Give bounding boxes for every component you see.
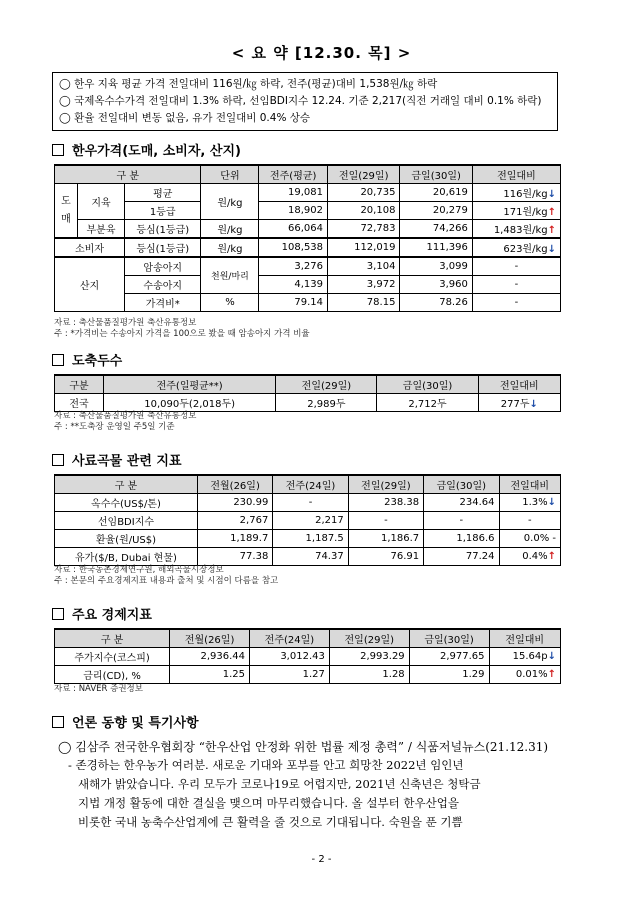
row-label: 등심(1등급) [125, 220, 201, 239]
table-cell: 18,902 [259, 202, 328, 220]
table-cell: 1.29 [409, 666, 489, 684]
row-label: 전국 [55, 394, 104, 412]
down-arrow-icon: ↓ [547, 651, 556, 662]
row-label: 산지 [55, 257, 125, 312]
table-cell: 1.27 [250, 666, 330, 684]
row-label: 주가지수(코스피) [55, 648, 170, 666]
table-row [55, 257, 561, 276]
table-row [55, 494, 561, 512]
table-cell: 20,735 [328, 184, 400, 202]
change-cell: 0.4%↑ [499, 548, 560, 566]
table-row [55, 648, 561, 666]
table-header: 구 분 [55, 165, 201, 184]
table-cell: 2,712두 [377, 394, 478, 412]
down-arrow-icon: ↓ [547, 497, 556, 508]
table-cell: 3,012.43 [250, 648, 330, 666]
down-arrow-icon: ↓ [547, 244, 556, 255]
table-header: 전주(평균) [259, 165, 328, 184]
news-headline: ◯ 김삼주 전국한우협회장 “한우산업 안정화 위한 법률 제정 총력” / 식품저널뉴스(21.12.31) [58, 740, 549, 754]
page-title: < 요 약 [12.30. 목] > [231, 44, 412, 62]
checkbox-square-icon [52, 354, 64, 366]
table-header: 전일(29일) [328, 165, 400, 184]
table-cell: 111,396 [400, 238, 472, 257]
table-cell: 20,108 [328, 202, 400, 220]
econ-indicator-table [54, 628, 561, 684]
table-header: 전월(26일) [170, 629, 250, 648]
table-cell: 1,186.6 [424, 530, 499, 548]
row-label: 부분육 [78, 220, 125, 239]
table-row [55, 184, 561, 202]
summary-box [52, 72, 558, 131]
table-cell: 3,960 [400, 276, 472, 294]
change-cell: 15.64p↓ [489, 648, 561, 666]
table-header: 전일대비 [478, 375, 560, 394]
unit-cell: % [201, 294, 259, 312]
row-label: 수송아지 [125, 276, 201, 294]
source-note: 자료 : 축산물품질평가원 축산유통정보 주 : **도축장 운영일 주5일 기준 [54, 411, 197, 432]
news-body [68, 756, 568, 832]
summary-line: ◯ 한우 지육 평균 가격 전일대비 116원/㎏ 하락, 전주(평균)대비 1,538원/㎏ 하락 [59, 78, 438, 90]
table-row [55, 548, 561, 566]
table-cell: 20,619 [400, 184, 472, 202]
table-cell: 1.28 [329, 666, 409, 684]
row-label: 등심(1등급) [125, 238, 201, 257]
table-header: 전주(일평균**) [103, 375, 275, 394]
table-cell: 19,081 [259, 184, 328, 202]
news-line: - 존경하는 한우농가 여러분. 새로운 기대와 포부를 안고 희망찬 2022년 임인년 [68, 758, 464, 772]
table-row [55, 276, 561, 294]
change-cell: 1,483원/kg↑ [472, 220, 560, 239]
table-cell: 74,266 [400, 220, 472, 239]
change-cell: 171원/kg↑ [472, 202, 560, 220]
table-row [55, 220, 561, 239]
checkbox-square-icon [52, 608, 64, 620]
source-note: 자료 : NAVER 증권정보 [54, 684, 143, 694]
checkbox-square-icon [52, 716, 64, 728]
table-row [55, 530, 561, 548]
table-cell: 3,099 [400, 257, 472, 276]
table-cell: 3,972 [328, 276, 400, 294]
change-cell: 116원/kg↓ [472, 184, 560, 202]
change-cell: 0.0% - [499, 530, 560, 548]
section-heading-hanwoo: 한우가격(도매, 소비자, 산지) [52, 140, 241, 159]
table-header: 전월(26일) [197, 475, 272, 494]
table-cell: 4,139 [259, 276, 328, 294]
table-cell: 74.37 [273, 548, 348, 566]
table-cell: - [348, 512, 423, 530]
table-header: 전일대비 [472, 165, 560, 184]
change-cell: 623원/kg↓ [472, 238, 560, 257]
table-row [55, 394, 561, 412]
checkbox-square-icon [52, 454, 64, 466]
table-cell: 2,936.44 [170, 648, 250, 666]
row-label: 1등급 [125, 202, 201, 220]
table-header: 구 분 [55, 629, 170, 648]
table-cell: 3,276 [259, 257, 328, 276]
page-number: - 2 - [311, 854, 332, 865]
change-cell: 277두↓ [478, 394, 560, 412]
table-header: 전일대비 [499, 475, 560, 494]
change-cell: 1.3%↓ [499, 494, 560, 512]
table-row [55, 666, 561, 684]
up-arrow-icon: ↑ [547, 551, 556, 562]
down-arrow-icon: ↓ [529, 399, 538, 410]
table-row [55, 294, 561, 312]
table-cell: 238.38 [348, 494, 423, 512]
change-cell: - [499, 512, 560, 530]
table-cell: 66,064 [259, 220, 328, 239]
table-cell: 77.24 [424, 548, 499, 566]
hanwoo-price-table [54, 164, 561, 312]
table-cell: 108,538 [259, 238, 328, 257]
table-cell: 3,104 [328, 257, 400, 276]
table-header: 전일(29일) [329, 629, 409, 648]
unit-cell: 원/kg [201, 220, 259, 239]
down-arrow-icon: ↓ [547, 189, 556, 200]
row-label: 가격비* [125, 294, 201, 312]
table-cell: - [424, 512, 499, 530]
up-arrow-icon: ↑ [547, 225, 556, 236]
news-line: 새해가 밝았습니다. 우리 모두가 코로나19로 어렵지만, 2021년 신축년은 청탁금 [78, 777, 481, 791]
news-line: 지법 개정 활동에 대한 결실을 맺으며 마무리했습니다. 올 설부터 한우산업을 [78, 796, 459, 810]
summary-line: ◯ 국제옥수수가격 전일대비 1.3% 하락, 선임BDI지수 12.24. 기준 2,217(직전 거래일 대비 0.1% 하락) [59, 95, 542, 107]
row-label: 소비자 [55, 238, 125, 257]
table-cell: 2,977.65 [409, 648, 489, 666]
table-cell: 76.91 [348, 548, 423, 566]
checkbox-square-icon [52, 144, 64, 156]
table-header: 구 분 [55, 475, 198, 494]
row-label-wholesale: 도매 [55, 184, 78, 239]
table-cell: 1,189.7 [197, 530, 272, 548]
unit-cell: 천원/마리 [201, 257, 259, 294]
table-row [55, 202, 561, 220]
table-row [55, 512, 561, 530]
table-header: 금일(30일) [424, 475, 499, 494]
table-cell: 234.64 [424, 494, 499, 512]
table-header: 금일(30일) [409, 629, 489, 648]
table-cell: 10,090두(2,018두) [103, 394, 275, 412]
table-header: 전일(29일) [276, 375, 377, 394]
summary-line: ◯ 환율 전일대비 변동 없음, 유가 전일대비 0.4% 상승 [59, 112, 311, 124]
row-label: 유가($/B, Dubai 현물) [55, 548, 198, 566]
news-line: 비롯한 국내 농축수산업계에 큰 활력을 줄 것으로 기대됩니다. 숙원을 푼 기쁨 [78, 815, 463, 829]
table-cell: 79.14 [259, 294, 328, 312]
table-row [55, 238, 561, 257]
row-label: 평균 [125, 184, 201, 202]
row-label: 지육 [78, 184, 125, 220]
table-cell: 2,217 [273, 512, 348, 530]
row-label: 환율(원/US$) [55, 530, 198, 548]
table-header: 구분 [55, 375, 104, 394]
table-cell: 2,989두 [276, 394, 377, 412]
table-header: 전일(29일) [348, 475, 423, 494]
table-header: 금일(30일) [400, 165, 472, 184]
table-cell: 72,783 [328, 220, 400, 239]
table-cell: 1.25 [170, 666, 250, 684]
table-header: 단위 [201, 165, 259, 184]
table-cell: 77.38 [197, 548, 272, 566]
table-cell: 2,767 [197, 512, 272, 530]
row-label: 암송아지 [125, 257, 201, 276]
source-note: 자료 : 한국농촌경제연구원, 해외곡물시장정보 주 : 본문의 주요경제지표 내용과 출처 및 시점이 다름을 참고 [54, 565, 279, 586]
row-label: 옥수수(US$/톤) [55, 494, 198, 512]
table-cell: 1,186.7 [348, 530, 423, 548]
table-cell: 78.15 [328, 294, 400, 312]
table-cell: 112,019 [328, 238, 400, 257]
table-header: 금일(30일) [377, 375, 478, 394]
table-cell: 20,279 [400, 202, 472, 220]
table-cell: 1,187.5 [273, 530, 348, 548]
table-cell: 230.99 [197, 494, 272, 512]
unit-cell: 원/kg [201, 184, 259, 220]
slaughter-table [54, 374, 561, 412]
section-heading-slaughter: 도축두수 [52, 350, 122, 369]
table-cell: 78.26 [400, 294, 472, 312]
table-cell: - [273, 494, 348, 512]
change-cell: 0.01%↑ [489, 666, 561, 684]
change-cell: - [472, 276, 560, 294]
table-cell: 2,993.29 [329, 648, 409, 666]
section-heading-news: 언론 동향 및 특기사항 [52, 712, 199, 731]
table-header: 전일대비 [489, 629, 561, 648]
unit-cell: 원/kg [201, 238, 259, 257]
change-cell: - [472, 294, 560, 312]
feed-grain-table [54, 474, 561, 566]
table-header: 전주(24일) [273, 475, 348, 494]
row-label: 선임BDI지수 [55, 512, 198, 530]
table-header: 전주(24일) [250, 629, 330, 648]
section-heading-econ: 주요 경제지표 [52, 604, 152, 623]
section-heading-feed: 사료곡물 관련 지표 [52, 450, 182, 469]
up-arrow-icon: ↑ [547, 207, 556, 218]
change-cell: - [472, 257, 560, 276]
source-note: 자료 : 축산물품질평가원 축산유통정보 주 : *가격비는 수송아지 가격을 100으로 봤을 때 암송아지 가격 비율 [54, 318, 310, 339]
row-label: 금리(CD), % [55, 666, 170, 684]
up-arrow-icon: ↑ [547, 669, 556, 680]
